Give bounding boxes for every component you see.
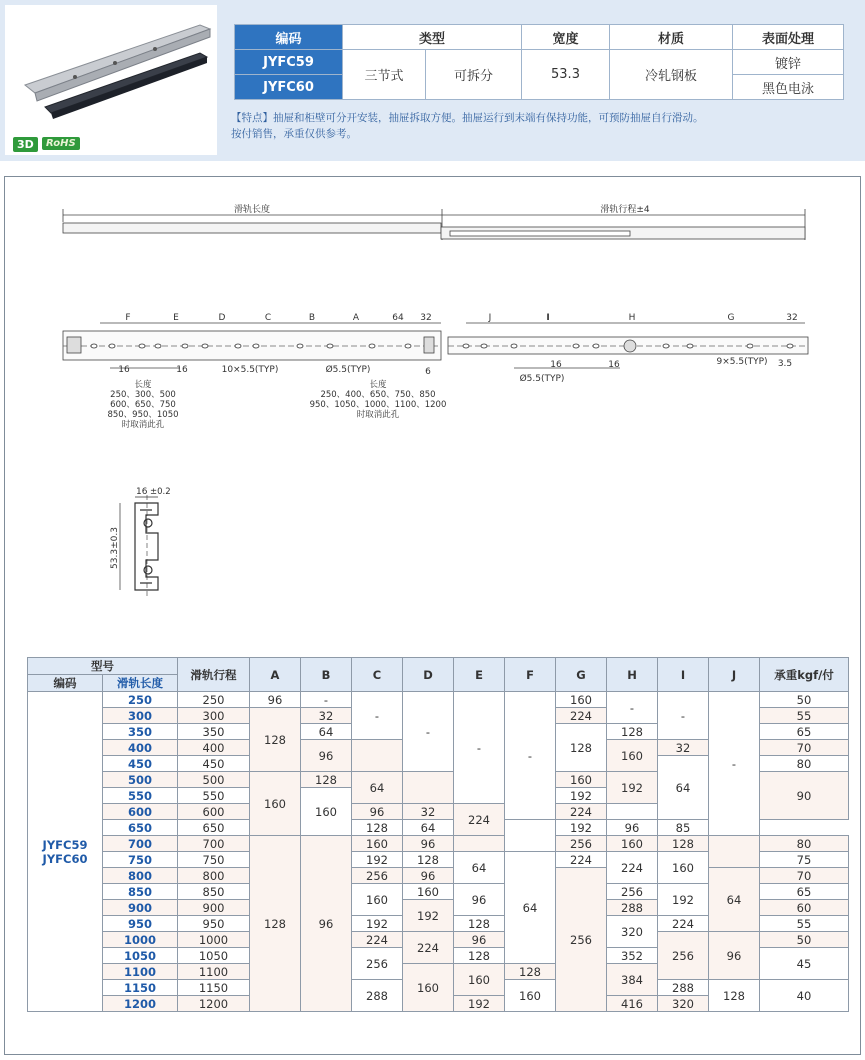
- dim-letter-h: H: [628, 313, 636, 323]
- h-cell: 192: [556, 820, 607, 836]
- load-cell: 80: [760, 836, 849, 852]
- j-cell: -: [709, 692, 760, 836]
- c-cell: 128: [352, 820, 403, 836]
- length-cell: 1050: [103, 948, 178, 964]
- travel-cell: 1100: [178, 964, 250, 980]
- label-rail-travel: 滑轨行程±4: [600, 205, 650, 215]
- length-cell: 250: [103, 692, 178, 708]
- c-cell: 288: [352, 980, 403, 1012]
- load-cell: 85: [658, 820, 709, 836]
- load-cell: 75: [760, 852, 849, 868]
- spec-type-1: 三节式: [343, 50, 426, 100]
- hole-d55-b-label: Ø5.5(TYP): [519, 374, 565, 384]
- travel-cell: 700: [178, 836, 250, 852]
- c-cell-empty: [352, 740, 403, 772]
- dim-32-right: 32: [786, 313, 798, 323]
- c-cell: 160: [352, 884, 403, 916]
- h-cell: 256: [607, 884, 658, 900]
- length-cell: 950: [103, 916, 178, 932]
- spec-width: 53.3: [522, 50, 610, 100]
- d-cell: 192: [403, 900, 454, 932]
- note-mid-4: 时取消此孔: [356, 410, 400, 420]
- spec-finish-2: 黑色电泳: [733, 75, 844, 100]
- h-cell: 224: [556, 804, 607, 820]
- d-cell-empty: [403, 772, 454, 804]
- length-cell: 900: [103, 900, 178, 916]
- g-cell: 128: [556, 724, 607, 772]
- j-cell: 128: [709, 980, 760, 1012]
- e-cell: 160: [454, 964, 505, 996]
- th-a: A: [250, 658, 301, 692]
- load-cell: 70: [760, 868, 849, 884]
- f-cell: 64: [505, 852, 556, 964]
- d-cell: 160: [403, 964, 454, 1012]
- c-cell: 192: [352, 916, 403, 932]
- note-left-1: 长度: [134, 380, 152, 390]
- c-cell: 192: [352, 852, 403, 868]
- model-code-1: JYFC59: [42, 837, 88, 852]
- travel-cell: 500: [178, 772, 250, 788]
- spec-header-code: 编码: [235, 25, 343, 50]
- h-cell: 416: [607, 996, 658, 1012]
- length-cell: 1150: [103, 980, 178, 996]
- length-cell: 750: [103, 852, 178, 868]
- h-cell: 128: [607, 724, 658, 740]
- length-cell: 1000: [103, 932, 178, 948]
- load-cell: 55: [760, 916, 849, 932]
- i-cell: 160: [658, 852, 709, 884]
- c-cell: -: [352, 692, 403, 740]
- b-cell: 96: [301, 836, 352, 1012]
- e-cell-empty: [505, 820, 556, 852]
- feature-line-1: 【特点】抽屉和柜壁可分开安装，抽屉拆取方便。抽屉运行到末端有保持功能，可预防抽屉自行滑动。: [231, 112, 704, 124]
- section-width: 16: [136, 487, 148, 497]
- c-cell: 256: [352, 948, 403, 980]
- dim-letter-j: J: [488, 313, 492, 323]
- i-cell: 192: [658, 884, 709, 916]
- rail-detail: [63, 323, 808, 368]
- length-cell: 700: [103, 836, 178, 852]
- load-cell: 90: [760, 772, 849, 820]
- travel-cell: 550: [178, 788, 250, 804]
- h-cell: -: [607, 692, 658, 724]
- h-cell: 160: [607, 740, 658, 772]
- e-cell: 128: [454, 916, 505, 932]
- holes-9-label: 9×5.5(TYP): [716, 357, 768, 367]
- note-mid-1: 长度: [369, 380, 387, 390]
- d-cell: -: [403, 692, 454, 772]
- i-cell: 288: [658, 980, 709, 996]
- g-cell: 224: [556, 852, 607, 868]
- spec-code-2: JYFC60: [235, 75, 343, 100]
- spec-header-material: 材质: [610, 25, 733, 50]
- note-left-2: 250、300、500: [110, 390, 176, 400]
- i-cell: 224: [658, 916, 709, 932]
- th-f: F: [505, 658, 556, 692]
- holes-10-label: 10×5.5(TYP): [221, 365, 279, 375]
- e-cell: 96: [454, 932, 505, 948]
- dim-letter-g: G: [727, 313, 735, 323]
- travel-cell: 1050: [178, 948, 250, 964]
- length-cell: 800: [103, 868, 178, 884]
- travel-cell: 600: [178, 804, 250, 820]
- h-cell: 224: [607, 852, 658, 884]
- c-cell: 64: [352, 772, 403, 804]
- a-cell: 160: [250, 772, 301, 836]
- h-cell: 192: [607, 772, 658, 804]
- dim-3-5: 3.5: [777, 359, 793, 369]
- c-cell: 160: [352, 836, 403, 852]
- i-cell: 320: [658, 996, 709, 1012]
- e-cell: 96: [454, 884, 505, 916]
- spec-type-2: 可拆分: [426, 50, 522, 100]
- dim-letter-c: C: [264, 313, 272, 323]
- dim-letter-i: I: [546, 313, 550, 323]
- j-cell-empty: [709, 836, 760, 868]
- dim-16-b: 16: [176, 365, 188, 375]
- th-b: B: [301, 658, 352, 692]
- d-cell: 96: [403, 868, 454, 884]
- label-rail-length: 滑轨长度: [233, 205, 271, 215]
- th-model-group: 型号: [28, 658, 178, 675]
- 3d-badge: 3D: [13, 137, 38, 152]
- load-cell: 65: [760, 884, 849, 900]
- c-cell: 96: [352, 804, 403, 820]
- b-cell: -: [301, 692, 352, 708]
- f-cell-filler: [454, 836, 505, 852]
- travel-cell: 300: [178, 708, 250, 724]
- th-h: H: [607, 658, 658, 692]
- travel-cell: 450: [178, 756, 250, 772]
- length-cell: 650: [103, 820, 178, 836]
- d-cell: 32: [403, 804, 454, 820]
- b-cell: 160: [301, 788, 352, 836]
- dim-64: 64: [392, 313, 404, 323]
- travel-cell: 1150: [178, 980, 250, 996]
- g-cell: 160: [556, 772, 607, 788]
- dim-32: 32: [420, 313, 432, 323]
- load-cell: 50: [760, 932, 849, 948]
- spec-material: 冷轧钢板: [610, 50, 733, 100]
- h-cell: 288: [607, 900, 658, 916]
- length-cell: 1200: [103, 996, 178, 1012]
- dim-letter-a: A: [352, 313, 360, 323]
- j-cell: 64: [709, 868, 760, 932]
- b-cell: 32: [301, 708, 352, 724]
- load-cell: 60: [760, 900, 849, 916]
- h-cell: 160: [607, 836, 658, 852]
- travel-cell: 250: [178, 692, 250, 708]
- e-cell: 64: [454, 852, 505, 884]
- i-cell: -: [658, 692, 709, 740]
- i-cell: 256: [658, 932, 709, 980]
- dim-16-a: 16: [118, 365, 130, 375]
- g-cell: 256: [556, 868, 607, 1012]
- dim-letter-d: D: [218, 313, 226, 323]
- length-cell: 600: [103, 804, 178, 820]
- load-cell: 80: [760, 756, 849, 772]
- e-cell: -: [454, 692, 505, 804]
- spec-header-finish: 表面处理: [733, 25, 844, 50]
- d-cell: 96: [403, 836, 454, 852]
- length-cell: 450: [103, 756, 178, 772]
- rohs-badge: RoHS: [42, 137, 80, 150]
- e-cell: 128: [454, 948, 505, 964]
- feature-line-2: 按付销售，承重仅供参考。: [231, 128, 357, 140]
- section-width-tol: ±0.2: [150, 487, 171, 497]
- d-cell: 128: [403, 852, 454, 868]
- note-left-4: 850、950、1050: [107, 410, 179, 420]
- note-left-3: 600、650、750: [110, 400, 176, 410]
- length-cell: 400: [103, 740, 178, 756]
- dim-letter-b: B: [308, 313, 316, 323]
- f-cell: 128: [505, 964, 556, 980]
- travel-cell: 650: [178, 820, 250, 836]
- travel-cell: 950: [178, 916, 250, 932]
- th-travel: 滑轨行程: [178, 658, 250, 692]
- e-cell: 192: [454, 996, 505, 1012]
- th-load: 承重kgf/付: [760, 658, 849, 692]
- dim-letter-e: E: [173, 313, 179, 323]
- h-cell: 320: [607, 916, 658, 948]
- model-cell: [28, 692, 103, 1012]
- a-cell: 128: [250, 708, 301, 772]
- dim-letter-f: F: [125, 313, 131, 323]
- model-code-2: JYFC60: [42, 851, 88, 866]
- g-cell: 256: [556, 836, 607, 852]
- travel-cell: 400: [178, 740, 250, 756]
- c-cell: 256: [352, 868, 403, 884]
- note-mid-2: 250、400、650、750、850: [320, 390, 436, 400]
- a-cell: 96: [250, 692, 301, 708]
- length-cell: 550: [103, 788, 178, 804]
- travel-cell: 350: [178, 724, 250, 740]
- length-cell: 500: [103, 772, 178, 788]
- d-cell: 64: [403, 820, 454, 836]
- spec-finish-1: 镀锌: [733, 50, 844, 75]
- h-cell: 384: [607, 964, 658, 996]
- spec-code-1: JYFC59: [235, 50, 343, 75]
- th-j: J: [709, 658, 760, 692]
- f-cell: -: [505, 692, 556, 820]
- j-cell: 96: [709, 932, 760, 980]
- load-cell: 50: [760, 692, 849, 708]
- travel-cell: 1000: [178, 932, 250, 948]
- rail-overview: [63, 209, 805, 240]
- g-cell: 224: [556, 708, 607, 724]
- cross-section: [120, 495, 158, 598]
- dim-16-d: 16: [608, 360, 620, 370]
- g-cell: 192: [556, 788, 607, 804]
- a-cell: 128: [250, 836, 301, 1012]
- b-cell: 64: [301, 724, 352, 740]
- th-code: 编码: [28, 675, 103, 692]
- th-g: G: [556, 658, 607, 692]
- f-cell: 160: [505, 980, 556, 1012]
- section-height: 53.3±0.3: [110, 527, 120, 569]
- spec-header-width: 宽度: [522, 25, 610, 50]
- load-cell: 45: [760, 948, 849, 980]
- load-cell: 40: [760, 980, 849, 1012]
- b-cell: 96: [301, 740, 352, 772]
- load-cell: 65: [760, 724, 849, 740]
- length-cell: 350: [103, 724, 178, 740]
- note-mid-3: 950、1050、1000、1100、1200: [309, 400, 447, 410]
- travel-cell: 800: [178, 868, 250, 884]
- length-cell: 1100: [103, 964, 178, 980]
- th-d: D: [403, 658, 454, 692]
- th-e: E: [454, 658, 505, 692]
- hole-d55-label: Ø5.5(TYP): [325, 365, 371, 375]
- i-cell: 64: [658, 756, 709, 820]
- travel-cell: 900: [178, 900, 250, 916]
- note-left-5: 时取消此孔: [121, 420, 165, 430]
- i-cell: 32: [658, 740, 709, 756]
- d-cell: 160: [403, 884, 454, 900]
- length-cell: 850: [103, 884, 178, 900]
- length-cell: 300: [103, 708, 178, 724]
- load-cell: 70: [760, 740, 849, 756]
- g-cell: 224: [454, 804, 505, 836]
- c-cell: 224: [352, 932, 403, 948]
- th-i: I: [658, 658, 709, 692]
- travel-cell: 1200: [178, 996, 250, 1012]
- g-cell: 160: [556, 692, 607, 708]
- th-c: C: [352, 658, 403, 692]
- dimension-table: [27, 657, 849, 1012]
- spec-header-type: 类型: [343, 25, 522, 50]
- h-cell: 352: [607, 948, 658, 964]
- th-length: 滑轨长度: [103, 675, 178, 692]
- travel-cell: 750: [178, 852, 250, 868]
- i-cell: 96: [607, 820, 658, 836]
- dim-16-c: 16: [550, 360, 562, 370]
- i-cell: 128: [658, 836, 709, 852]
- travel-cell: 850: [178, 884, 250, 900]
- b-cell: 128: [301, 772, 352, 788]
- load-cell: 55: [760, 708, 849, 724]
- d-cell: 224: [403, 932, 454, 964]
- dim-6: 6: [425, 367, 431, 377]
